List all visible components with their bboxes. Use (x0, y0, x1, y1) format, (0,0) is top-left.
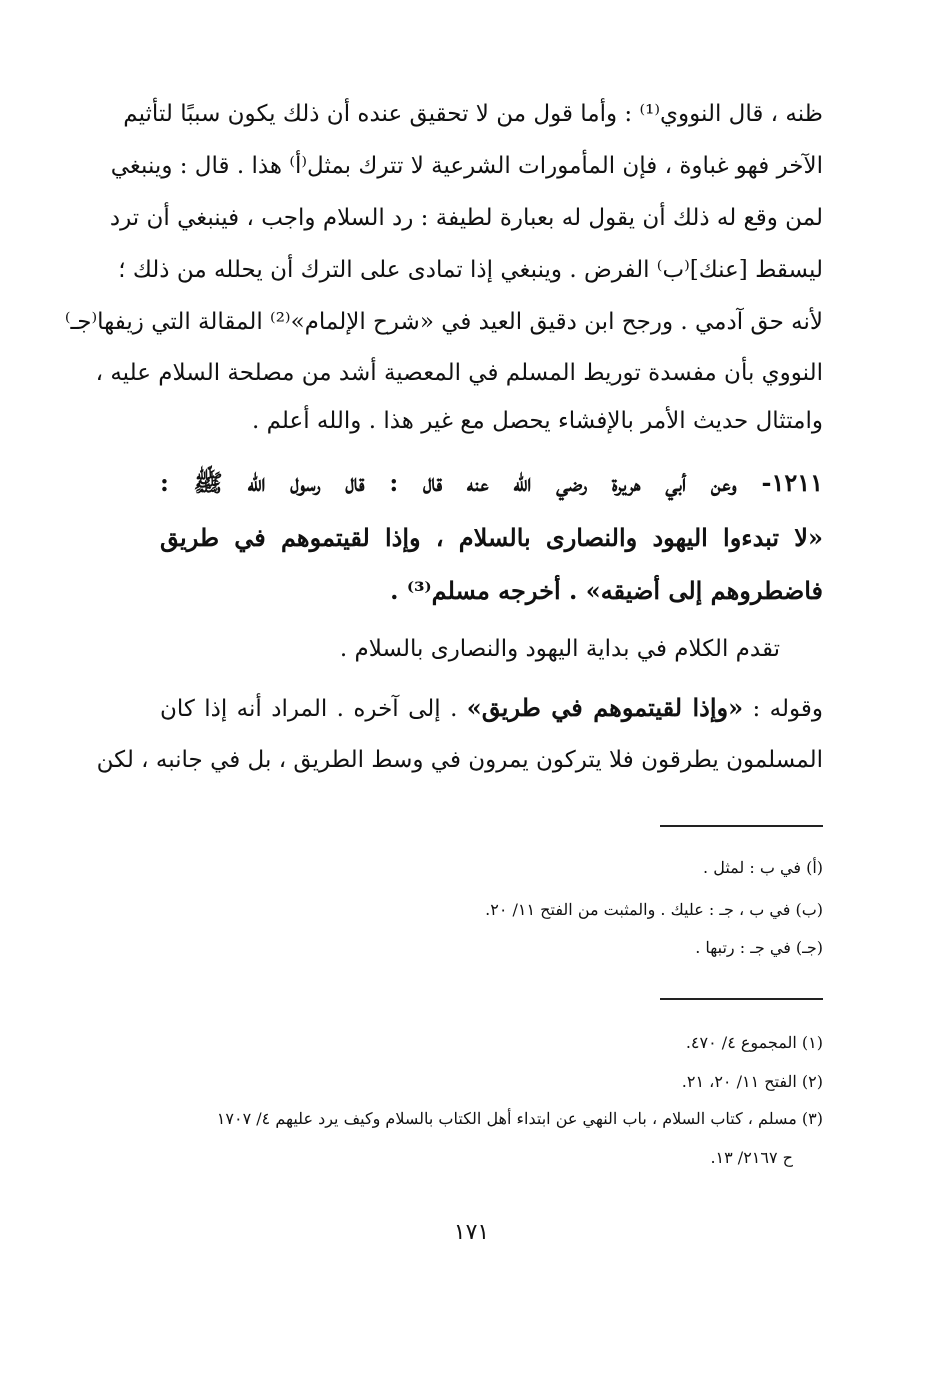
source-footnote: (٢) الفتح ١١/ ٢٠، ٢١. (681, 1072, 823, 1091)
commentary-line: تقدم الكلام في بداية اليهود والنصارى بالسلام . (339, 636, 780, 662)
body-line: ظنه ، قال النووي⁽¹⁾ : وأما قول من لا تحقيق عنده أن ذلك يكون سببًا لتأثيم (123, 101, 823, 127)
variant-footnote: (جـ) في جـ : رتبها . (695, 938, 823, 957)
source-footnote: (١) المجموع ٤/ ٤٧٠. (685, 1033, 823, 1052)
hadith-line: ١٢١١- وعن أبي هريرة رضي الله عنه قال : قال رسول الله ﷺ : (160, 468, 823, 497)
footnote-separator (660, 998, 823, 1000)
hadith-line: «لا تبدءوا اليهود والنصارى بالسلام ، وإذا لقيتموهم في طريق (160, 523, 823, 552)
source-footnote: (٣) مسلم ، كتاب السلام ، باب النهي عن ابتداء أهل الكتاب بالسلام وكيف يرد عليهم ٤/ ١٧٠٧ (216, 1109, 823, 1128)
commentary-prefix: وقوله : (743, 696, 823, 722)
footnote-separator (660, 825, 823, 827)
variant-footnote: (ب) في ب ، جـ : عليك . والمثبت من الفتح ١١/ ٢٠. (485, 900, 823, 919)
page-number: ١٧١ (453, 1220, 490, 1245)
commentary-suffix: . إلى آخره . المراد أنه إذا كان (160, 696, 467, 722)
body-line: لمن وقع له ذلك أن يقول له بعبارة لطيفة : رد السلام واجب ، فينبغي أن ترد (109, 205, 823, 231)
body-line: وامتثال حديث الأمر بالإفشاء يحصل مع غير هذا . والله أعلم . (251, 408, 823, 434)
quoted-hadith-phrase: «وإذا لقيتموهم في طريق» (466, 693, 744, 722)
source-footnote: ح ٢١٦٧/ ١٣. (710, 1148, 793, 1167)
hadith-line: فاضطروهم إلى أضيقه» . أخرجه مسلم⁽³⁾ . (390, 576, 823, 605)
variant-footnote: (أ) في ب : لمثل . (703, 858, 823, 877)
body-line: الآخر فهو غباوة ، فإن المأمورات الشرعية لا تترك بمثل⁽أ⁾ هذا . قال : وينبغي (110, 153, 823, 179)
commentary-line (160, 691, 823, 726)
body-line: ليسقط [عنك]⁽ب⁾ الفرض . وينبغي إذا تمادى على الترك أن يحلله من ذلك ؛ (118, 257, 823, 283)
commentary-line: المسلمون يطرقون فلا يتركون يمرون في وسط الطريق ، بل في جانبه ، لكن (96, 747, 823, 773)
body-line: النووي بأن مفسدة توريط المسلم في المعصية أشد من مصلحة السلام عليه ، (95, 360, 823, 386)
body-line: لأنه حق آدمي . ورجح ابن دقيق العيد في «شرح الإلمام»⁽²⁾ المقالة التي زيفها⁽جـ⁾ (64, 309, 823, 335)
